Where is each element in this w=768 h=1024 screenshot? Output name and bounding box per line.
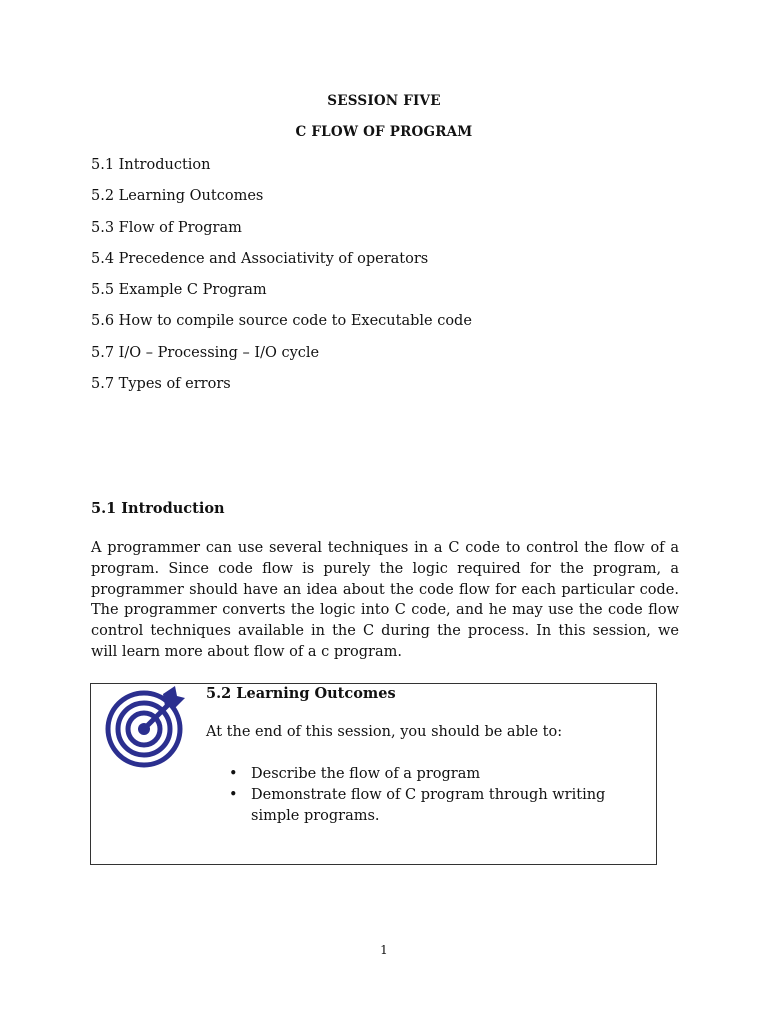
list-item (229, 764, 651, 785)
document-title: C FLOW OF PROGRAM (295, 124, 473, 140)
toc-item: 5.4 Precedence and Associativity of operators (91, 250, 429, 267)
toc-item: 5.2 Learning Outcomes (91, 188, 264, 205)
learning-outcomes-list (229, 764, 651, 827)
bullet-icon: • (229, 766, 238, 782)
bullet-icon: • (229, 787, 238, 803)
toc-item: 5.3 Flow of Program (91, 219, 242, 236)
list-item (229, 785, 651, 827)
toc-item: 5.5 Example C Program (91, 282, 267, 299)
toc-item: 5.1 Introduction (91, 157, 211, 173)
toc-item: 5.7 I/O – Processing – I/O cycle (91, 344, 320, 361)
introduction-paragraph: A programmer can use several techniques in a C code to control the flow of a program. Since code flow is purely the logic required for the program, a programmer should have an idea about the code flow for each particular code. The programmer converts the logic into C code, and he may use the code flow control techniques available in the C during the process. In this session, we will learn more about flow of a c program. (91, 540, 679, 660)
learning-outcomes-box (90, 683, 657, 865)
list-item-text: Describe the flow of a program (251, 766, 481, 782)
list-item-text: Demonstrate flow of C program through writing simple programs. (251, 787, 606, 824)
target-icon (105, 684, 187, 770)
table-of-contents (91, 156, 472, 406)
introduction-heading: 5.1 Introduction (91, 500, 225, 517)
page-number: 1 (380, 943, 388, 957)
toc-item: 5.7 Types of errors (91, 376, 231, 393)
toc-item: 5.6 How to compile source code to Executable code (91, 313, 472, 330)
session-title: SESSION FIVE (327, 93, 441, 109)
learning-outcomes-heading: 5.2 Learning Outcomes (206, 685, 396, 702)
arrow-fletching (163, 686, 185, 708)
learning-outcomes-lead: At the end of this session, you should be able to: (206, 724, 563, 740)
